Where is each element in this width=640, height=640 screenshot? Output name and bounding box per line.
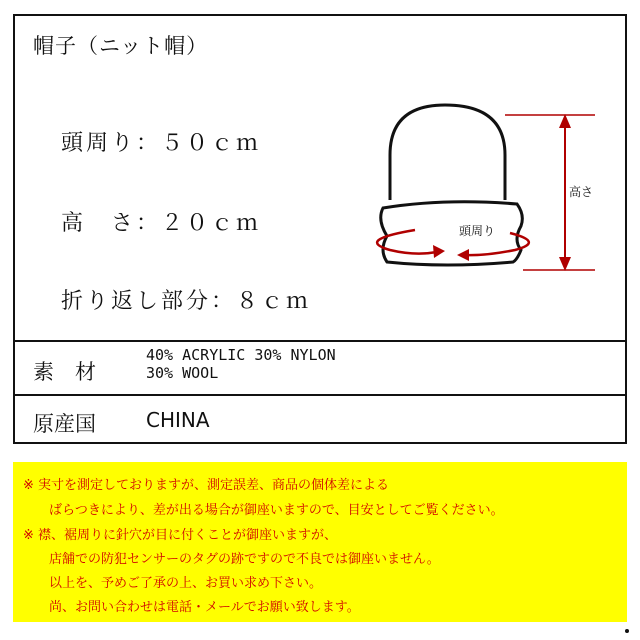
notice-line-3: ※ 襟、裾周りに針穴が目に付くことが御座いますが、 — [23, 528, 338, 543]
notice-line-4: 店舗での防犯センサーのタグの跡ですので不良では御座いません。 — [49, 552, 440, 567]
material-value: 40% ACRYLIC 30% NYLON 30% WOOL — [146, 346, 336, 382]
circumference-label: 頭周り — [459, 224, 496, 238]
origin-value: CHINA — [146, 408, 210, 432]
measurement-circumference: 頭周り：５０ｃｍ — [61, 131, 262, 156]
hat-body-outline — [390, 105, 505, 200]
height-arrow-down — [559, 257, 571, 271]
material-label: 素 材 — [33, 360, 96, 384]
notice-line-1: ※ 実寸を測定しておりますが、測定誤差、商品の個体差による — [23, 478, 390, 493]
notice-box — [13, 462, 627, 622]
divider-2 — [15, 394, 625, 396]
origin-label: 原産国 — [33, 412, 96, 436]
divider-1 — [15, 340, 625, 342]
notice-line-6: 尚、お問い合わせは電話・メールでお願い致します。 — [49, 600, 360, 615]
product-title: 帽子（ニット帽） — [33, 34, 209, 58]
notice-line-5: 以上を、予めご了承の上、お買い求め下さい。 — [49, 576, 323, 591]
height-arrow-up — [559, 114, 571, 128]
measurement-fold: 折り返し部分：８ｃｍ — [61, 289, 312, 314]
notice-line-2: ばらつきにより、差が出る場合が御座いますので、目安としてご覧ください。 — [49, 503, 504, 518]
size-section — [15, 16, 625, 340]
beanie-diagram — [345, 100, 605, 290]
spec-table — [13, 14, 627, 444]
height-label: 高さ — [569, 185, 594, 199]
measurement-height: 高 さ：２０ｃｍ — [61, 211, 262, 236]
corner-dot — [625, 629, 629, 633]
